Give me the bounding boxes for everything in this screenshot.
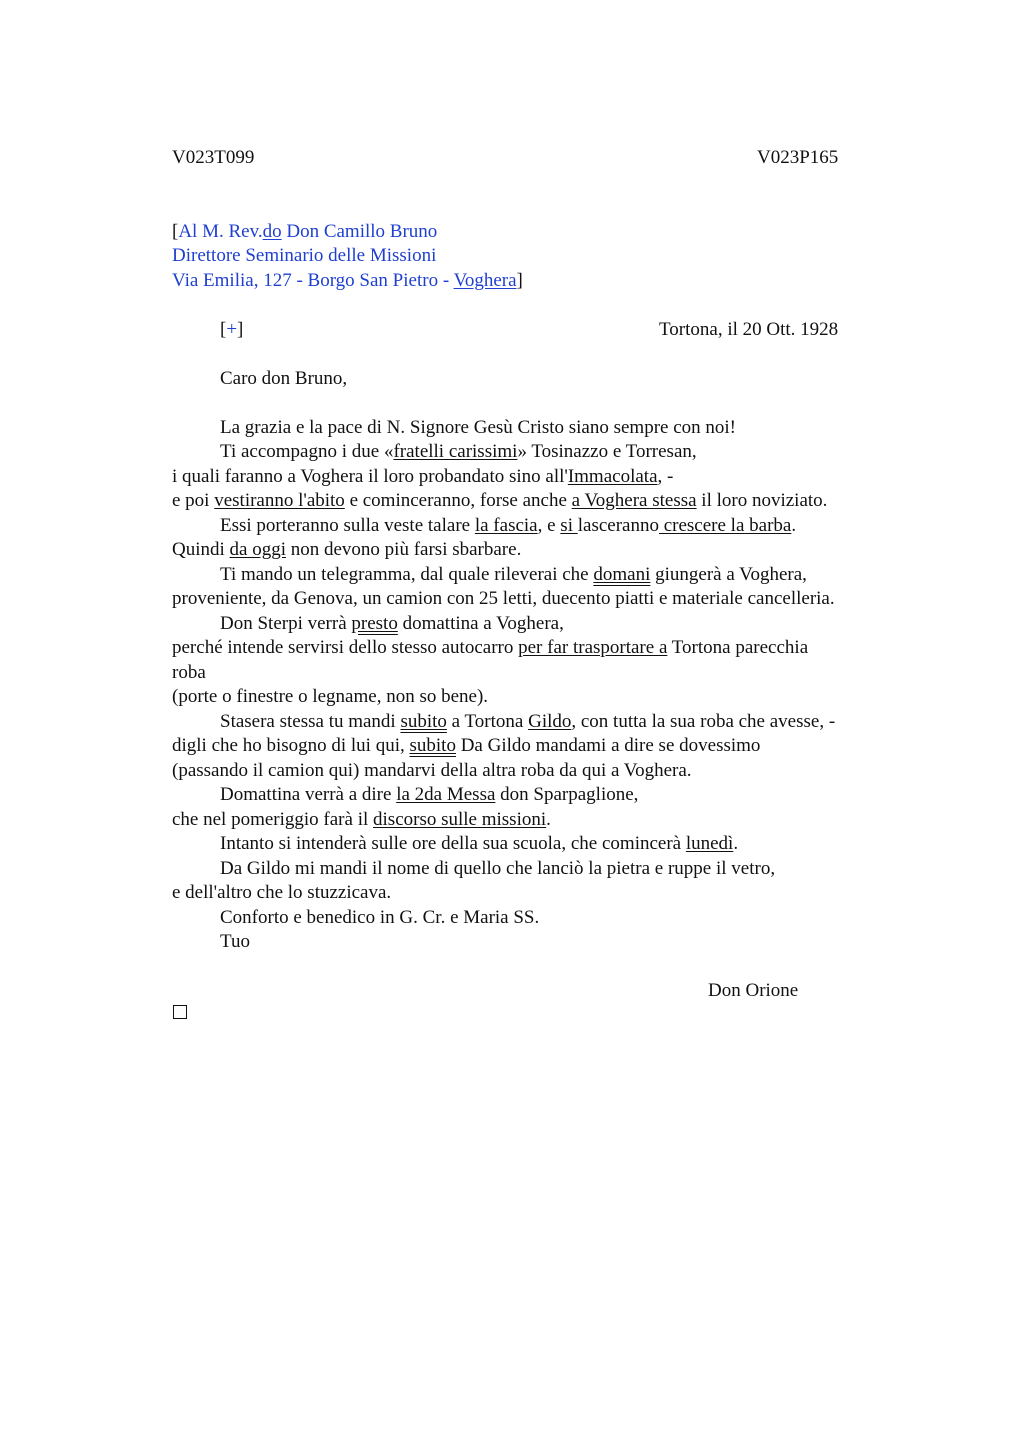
body-line (172, 636, 808, 660)
cross-icon: + (226, 319, 238, 340)
header-left-code: V023T099 (172, 147, 255, 168)
text-run: » Tosinazzo e Torresan, (517, 441, 697, 462)
text-run: giungerà a Voghera, (650, 564, 807, 585)
text-run: , e (537, 515, 561, 536)
text-run: lasceranno (577, 515, 659, 536)
body-line: (passando il camion qui) mandarvi della altra roba da qui a Voghera. (172, 760, 692, 781)
double-underlined-text: subito (400, 711, 447, 732)
address-recipient-title-abbrev: do (262, 221, 282, 242)
greeting: Caro don Bruno, (220, 368, 348, 389)
text-run: , con tutta la sua roba che avesse, - (571, 711, 836, 732)
signature: Don Orione (708, 980, 799, 1001)
underlined-text: si (560, 515, 578, 536)
underlined-text: discorso sulle missioni (373, 809, 547, 830)
text-run: domattina a Voghera, (397, 613, 564, 634)
text-run: che nel pomeriggio farà il (172, 809, 374, 830)
text-run: Tortona parecchia (667, 637, 809, 658)
body-line: Conforto e benedico in G. Cr. e Maria SS. (220, 907, 540, 928)
text-run: Ti accompagno i due « (220, 441, 394, 462)
body-line: Da Gildo mi mandi il nome di quello che lanciò la pietra e ruppe il vetro, (220, 858, 776, 879)
underlined-text: fratelli carissimi (393, 441, 518, 462)
text-run: perché intende servirsi dello stesso autocarro (172, 637, 519, 658)
body-line (220, 514, 796, 538)
underlined-text: Gildo (528, 711, 572, 732)
address-line-2: Direttore Seminario delle Missioni (172, 245, 437, 266)
text-run: Da Gildo mandami a dire se dovessimo (455, 735, 761, 756)
text-run: e poi (172, 490, 215, 511)
text-run: digli che ho bisogno di lui qui, (172, 735, 410, 756)
text-run: . (733, 833, 739, 854)
text-run: Domattina verrà a dire (220, 784, 397, 805)
body-line (172, 734, 760, 758)
body-line: e dell'altro che lo stuzzicava. (172, 882, 392, 903)
double-underlined-text: subito (409, 735, 456, 756)
text-run: Ti mando un telegramma, dal quale rileverai che (220, 564, 594, 585)
text-run: Stasera stessa tu mandi (220, 711, 401, 732)
cross-bracket-open: [ (220, 319, 227, 340)
address-line-1 (172, 220, 437, 244)
underlined-text: crescere la barba (658, 515, 792, 536)
body-line (172, 489, 827, 513)
text-run: Essi porteranno sulla veste talare (220, 515, 475, 536)
bracket-close: ] (516, 270, 523, 291)
underlined-text: la 2da Messa (396, 784, 496, 805)
address-street: Via Emilia, 127 - Borgo San Pietro - (172, 270, 454, 291)
text-run: Don Sterpi verrà (220, 613, 352, 634)
text-run: i quali faranno a Voghera il loro probandato sino all' (172, 466, 568, 487)
underlined-text: vestiranno l'abito (214, 490, 345, 511)
body-line (220, 783, 638, 807)
address-recipient-title: Al M. Rev. (178, 221, 263, 242)
double-underlined-text: domani (593, 564, 651, 585)
cross-mark (220, 318, 243, 342)
body-line (220, 612, 564, 636)
body-line: roba (172, 662, 206, 683)
body-line: proveniente, da Genova, un camion con 25 letti, duecento piatti e materiale cancelleria. (172, 588, 835, 609)
body-line: Tuo (220, 931, 250, 952)
underlined-text: per far trasportare a (518, 637, 668, 658)
text-run: . (791, 515, 797, 536)
cross-bracket-close: ] (237, 319, 244, 340)
body-line (220, 710, 835, 734)
text-run: a Tortona (446, 711, 529, 732)
body-line (172, 538, 521, 562)
double-underlined-text: presto (351, 613, 398, 634)
text-run: . (546, 809, 551, 830)
body-line (172, 808, 551, 832)
body-line (220, 440, 697, 464)
text-run: Quindi (172, 539, 230, 560)
underlined-text: da oggi (229, 539, 286, 560)
body-line: La grazia e la pace di N. Signore Gesù Cristo siano sempre con noi! (220, 417, 737, 438)
text-run: don Sparpaglione, (495, 784, 639, 805)
body-line (172, 465, 673, 489)
underlined-text: Immacolata (567, 466, 658, 487)
text-run: Intanto si intenderà sulle ore della sua scuola, che comincerà (220, 833, 686, 854)
text-run: e cominceranno, forse anche (344, 490, 572, 511)
body-line: (porte o finestre o legname, non so bene). (172, 686, 489, 707)
underlined-text: lunedì (685, 833, 734, 854)
underlined-text: la fascia (474, 515, 538, 536)
empty-square-icon (173, 1005, 187, 1019)
text-run: il loro noviziato. (696, 490, 828, 511)
header-right-code: V023P165 (757, 147, 839, 168)
bracket-open: [ (172, 221, 179, 242)
text-run: non devono più farsi sbarbare. (286, 539, 522, 560)
body-line (220, 563, 807, 587)
place-date: Tortona, il 20 Ott. 1928 (659, 319, 839, 340)
address-line-3 (172, 269, 523, 293)
address-recipient-name: Don Camillo Bruno (281, 221, 438, 242)
address-city: Voghera (453, 270, 517, 291)
text-run: , - (657, 466, 674, 487)
body-line (220, 832, 738, 856)
underlined-text: a Voghera stessa (571, 490, 697, 511)
